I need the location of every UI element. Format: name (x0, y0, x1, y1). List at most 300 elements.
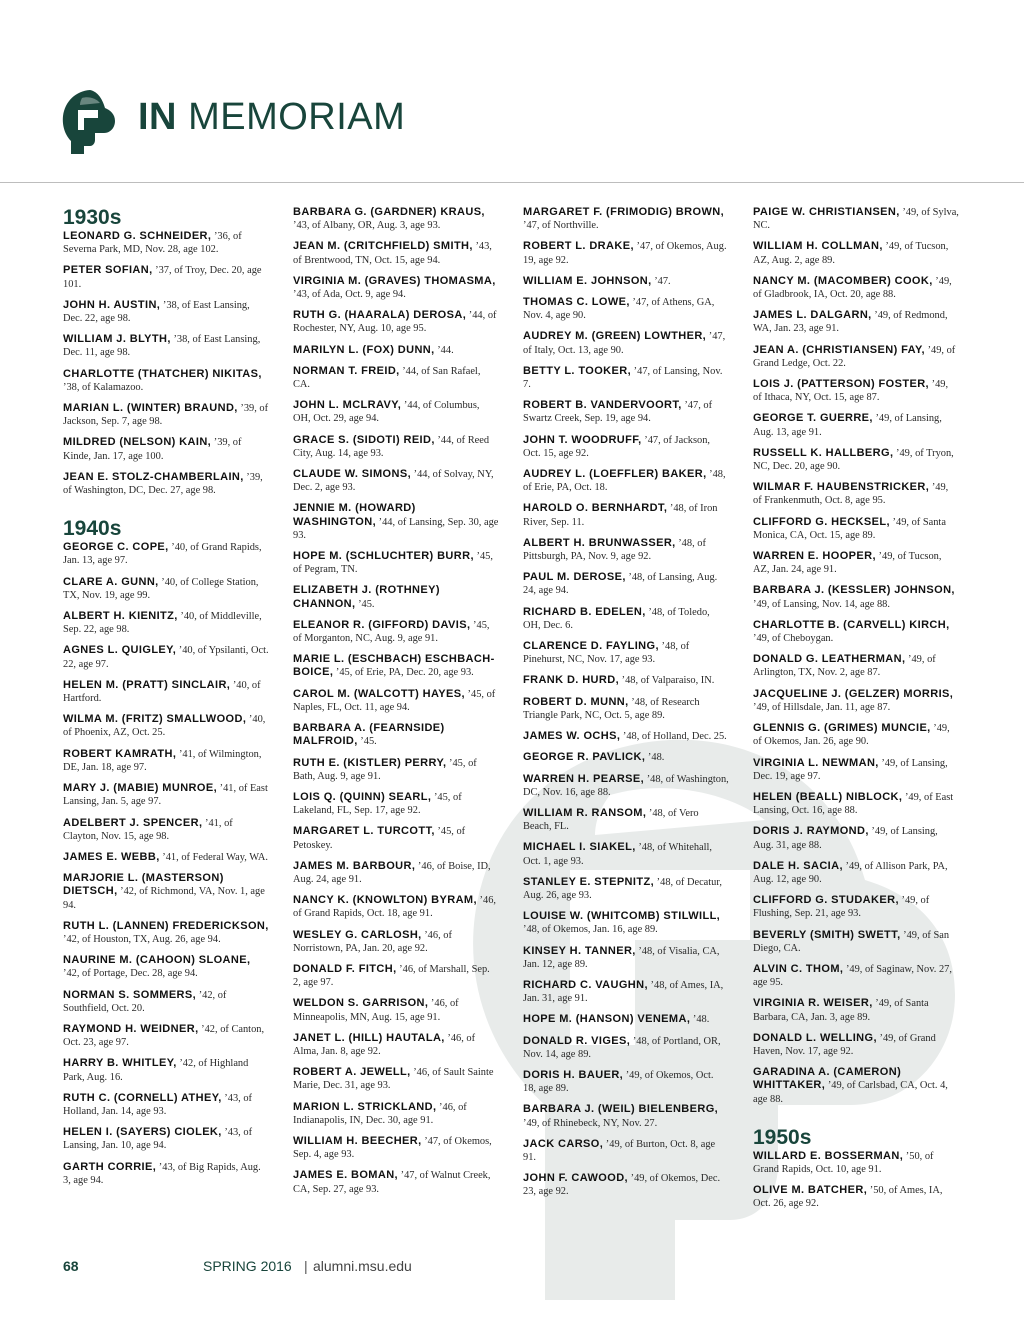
obituary-entry (63, 1161, 269, 1187)
deceased-name: RAYMOND H. WEIDNER, (63, 1022, 199, 1035)
obituary-detail: ’42, of Highland Park, Aug. 16. (63, 1058, 249, 1083)
obituary-entry (293, 1135, 499, 1161)
obituary-detail: ’49, of Tryon, NC, Dec. 20, age 90. (753, 447, 954, 473)
obituary-detail: ’37, of Troy, Dec. 20, age 101. (63, 265, 262, 290)
deceased-name: BARBARA G. (GARDNER) KRAUS, (293, 206, 485, 218)
obituary-entry (293, 722, 499, 748)
header-divider (0, 182, 1024, 183)
obituary-detail: ’48, of Decatur, Aug. 26, age 93. (523, 876, 723, 901)
deceased-name: VIRGINIA L. NEWMAN, (753, 756, 879, 769)
obituary-detail: ’48, of Toledo, OH, Dec. 6. (523, 606, 710, 631)
deceased-name: RUSSELL K. HALLBERG, (753, 446, 894, 459)
deceased-name: JEAN A. (CHRISTIANSEN) FAY, (753, 343, 925, 356)
obituary-detail: ’48, of Washington, DC, Nov. 16, age 88. (523, 773, 729, 798)
obituary-detail: ’38, of East Lansing, Dec. 22, age 98. (63, 299, 250, 325)
deceased-name: VIRGINIA R. WEISER, (753, 997, 873, 1010)
deceased-name: RUTH G. (HAARALA) DEROSA, (293, 309, 467, 322)
obituary-detail: ’39, of Washington, DC, Dec. 27, age 98. (63, 471, 263, 497)
deceased-name: WILLARD E. BOSSERMAN, (753, 1149, 904, 1162)
deceased-name: WARREN E. HOOPER, (753, 550, 876, 563)
obituary-detail: ’36, of Severna Park, MD, Nov. 28, age 102. (63, 231, 242, 256)
obituary-list (293, 206, 499, 1196)
obituary-entry (63, 368, 269, 394)
obituary-entry (753, 653, 959, 679)
obituary-detail: ’49, of Santa Monica, CA, Oct. 15, age 89. (753, 516, 946, 541)
obituary-detail: ’49, of Tucson, AZ, Aug. 2, age 89. (753, 241, 949, 266)
obituary-detail: ’39, of Jackson, Sep. 7, age 98. (63, 403, 269, 428)
obituary-detail: ’49, of Santa Barbara, CA, Jan. 3, age 89. (753, 998, 929, 1023)
deceased-name: CLIFFORD G. HECKSEL, (753, 515, 890, 528)
obituary-entry (753, 757, 959, 783)
deceased-name: DONALD G. LEATHERMAN, (753, 653, 906, 666)
deceased-name: HOPE M. (SCHLUCHTER) BURR, (293, 550, 474, 563)
deceased-name: GLENNIS G. (GRIMES) MUNCIE, (753, 722, 931, 735)
obituary-entry (293, 434, 499, 460)
obituary-detail: ’49, of Rhinebeck, NY, Nov. 27. (523, 1117, 658, 1129)
obituary-entry (753, 1032, 959, 1058)
obituary-entry (523, 979, 729, 1005)
deceased-name: RICHARD C. VAUGHN, (523, 978, 648, 991)
obituary-entry (63, 436, 269, 462)
deceased-name: MICHAEL I. SIAKEL, (523, 841, 636, 854)
obituary-entry (63, 989, 269, 1015)
obituary-entry (293, 1032, 499, 1058)
obituary-entry (293, 1101, 499, 1127)
deceased-name: JOHN H. AUSTIN, (63, 298, 161, 311)
obituary-detail: ’49, of Lansing, Nov. 14, age 88. (753, 598, 890, 610)
obituary-entry (523, 1013, 729, 1026)
obituary-detail: ’48, of Visalia, CA, Jan. 12, age 89. (523, 945, 720, 970)
obituary-entry (753, 344, 959, 370)
obituary-detail: ’46, of Minneapolis, MN, Aug. 15, age 91. (293, 998, 459, 1023)
obituary-detail: ’48, of Pittsburgh, PA, Nov. 9, age 92. (523, 537, 706, 563)
obituary-detail: ’47, of Walnut Creek, CA, Sep. 27, age 93. (293, 1170, 491, 1195)
deceased-name: DONALD F. FITCH, (293, 962, 397, 975)
obituary-detail: ’46, of Alma, Jan. 8, age 92. (293, 1032, 476, 1057)
deceased-name: STANLEY E. STEPNITZ, (523, 875, 655, 888)
deceased-name: GARTH CORRIE, (63, 1160, 157, 1173)
obituary-entry (63, 1126, 269, 1152)
deceased-name: WESLEY G. CARLOSH, (293, 928, 422, 941)
deceased-name: LOIS Q. (QUINN) SEARL, (293, 790, 432, 803)
obituary-entry (753, 378, 959, 404)
deceased-name: ELEANOR R. (GIFFORD) DAVIS, (293, 618, 471, 631)
obituary-entry (293, 584, 499, 610)
obituary-detail: ’49, of Sylva, NC. (753, 207, 959, 232)
deceased-name: VIRGINIA M. (GRAVES) THOMASMA, (293, 274, 496, 287)
deceased-name: ALVIN C. THOM, (753, 962, 844, 975)
deceased-name: DALE H. SACIA, (753, 859, 843, 872)
obituary-entry (293, 468, 499, 494)
obituary-entry (63, 541, 269, 567)
obituary-entry (753, 929, 959, 955)
deceased-name: ROBERT KAMRATH, (63, 747, 177, 760)
deceased-name: LEONARD G. SCHNEIDER, (63, 230, 212, 242)
obituary-entry (523, 240, 729, 266)
obituary-entry (753, 688, 959, 714)
deceased-name: GRACE S. (SIDOTI) REID, (293, 433, 435, 446)
obituary-detail: ’41, of Clayton, Nov. 15, age 98. (63, 817, 233, 842)
obituary-entry (523, 1035, 729, 1061)
spartan-helmet-icon (60, 88, 118, 156)
deceased-name: DONALD L. WELLING, (753, 1031, 877, 1044)
deceased-name: JOHN F. CAWOOD, (523, 1172, 629, 1185)
obituary-entry (293, 240, 499, 266)
obituary-entry (753, 481, 959, 507)
obituary-detail: ’45, of Lakeland, FL, Sep. 17, age 92. (293, 791, 462, 817)
obituary-entry (753, 1066, 959, 1106)
obituary-detail: ’46, of Boise, ID, Aug. 24, age 91. (293, 860, 491, 885)
deceased-name: ALBERT H. BRUNWASSER, (523, 536, 676, 549)
deceased-name: WILMA M. (FRITZ) SMALLWOOD, (63, 713, 247, 726)
obituary-detail: ’38, of Kalamazoo. (63, 381, 144, 393)
obituary-detail: ’45. (355, 598, 375, 610)
column-3 (523, 206, 729, 1207)
deceased-name: HELEN M. (PRATT) SINCLAIR, (63, 678, 231, 691)
obituary-detail: ’49, of Carlsbad, CA, Oct. 4, age 88. (753, 1080, 948, 1105)
obituary-detail: ’48, of Lansing, Aug. 24, age 94. (523, 572, 718, 597)
obituary-detail: ’44. (434, 344, 454, 356)
deceased-name: NAURINE M. (CAHOON) SLOANE, (63, 954, 251, 967)
obituary-entry (523, 468, 729, 494)
obituary-entry (63, 851, 269, 864)
obituary-detail: ’48, of Okemos, Jan. 16, age 89. (523, 924, 658, 936)
deceased-name: JOHN T. WOODRUFF, (523, 433, 642, 446)
obituary-detail: ’48, of Valparaiso, IN. (619, 675, 715, 687)
obituary-detail: ’48, of Ames, IA, Jan. 31, age 91. (523, 979, 724, 1005)
deceased-name: ROBERT B. VANDERVOORT, (523, 399, 682, 412)
deceased-name: BARBARA A. (FEARNSIDE) MALFROID, (293, 722, 445, 748)
obituary-detail: ’46, of Indianapolis, IN, Dec. 30, age 91. (293, 1101, 467, 1126)
obituary-detail: ’49, of San Diego, CA. (753, 929, 950, 954)
obituary-entry (293, 550, 499, 576)
obituary-entry (523, 696, 729, 722)
obituary-entry (523, 945, 729, 971)
deceased-name: DONALD R. VIGES, (523, 1034, 631, 1047)
obituary-list (523, 206, 729, 1199)
obituary-entry (293, 653, 499, 679)
obituary-detail: ’43, of Brentwood, TN, Oct. 15, age 94. (293, 241, 492, 266)
obituary-detail: ’40, of College Station, TX, Nov. 19, age 99. (63, 576, 259, 601)
decade-heading-1930s: 1930s (63, 206, 122, 229)
obituary-detail: ’49, of Ithaca, NY, Oct. 15, age 87. (753, 379, 949, 404)
obituary-detail: ’49, of Lansing, Aug. 31, age 88. (753, 826, 938, 851)
obituary-entry (753, 722, 959, 748)
deceased-name: JEAN E. STOLZ-CHAMBERLAIN, (63, 470, 244, 483)
deceased-name: PETER SOFIAN, (63, 264, 153, 277)
obituary-entry (753, 619, 959, 645)
obituary-detail: ’40, of Ypsilanti, Oct. 22, age 97. (63, 645, 269, 670)
deceased-name: JEAN M. (CRITCHFIELD) SMITH, (293, 240, 473, 253)
obituary-entry (523, 571, 729, 597)
obituary-entry (523, 606, 729, 632)
obituary-detail: ’44, of Solvay, NY, Dec. 2, age 93. (293, 469, 494, 494)
obituary-entry (293, 365, 499, 391)
deceased-name: CLARENCE D. FAYLING, (523, 640, 659, 653)
deceased-name: JOHN L. MCLRAVY, (293, 399, 402, 412)
deceased-name: ALBERT H. KIENITZ, (63, 610, 178, 623)
deceased-name: LOIS J. (PATTERSON) FOSTER, (753, 378, 930, 391)
obituary-entry (523, 910, 729, 936)
obituary-detail: ’42, of Portage, Dec. 28, age 94. (63, 968, 198, 980)
obituary-entry (293, 825, 499, 851)
obituary-entry (753, 791, 959, 817)
obituary-detail: ’49, of Lansing, Dec. 19, age 97. (753, 757, 948, 782)
deceased-name: JENNIE M. (HOWARD) WASHINGTON, (293, 502, 416, 528)
page-header (0, 0, 1024, 182)
obituary-detail: ’49, of Frankenmuth, Oct. 8, age 95. (753, 482, 949, 507)
deceased-name: CLARE A. GUNN, (63, 575, 159, 588)
deceased-name: GEORGE C. COPE, (63, 541, 169, 554)
obituary-detail: ’49, of Redmond, WA, Jan. 23, age 91. (753, 310, 948, 335)
obituary-detail: ’49, of Okemos, Jan. 26, age 90. (753, 723, 950, 748)
obituary-detail: ’45, of Pegram, TN. (293, 551, 493, 576)
obituary-entry (753, 894, 959, 920)
deceased-name: RUTH L. (LANNEN) FREDERICKSON, (63, 919, 269, 932)
obituary-entry (523, 296, 729, 322)
obituary-detail: ’49, of Hillsdale, Jan. 11, age 87. (753, 701, 891, 713)
obituary-detail: ’44, of Reed City, Aug. 14, age 93. (293, 434, 490, 459)
obituary-detail: ’40, of Middleville, Sep. 22, age 98. (63, 611, 262, 636)
obituary-entry (523, 1103, 729, 1129)
obituary-entry (523, 206, 729, 232)
obituary-entry (293, 963, 499, 989)
obituary-entry (753, 447, 959, 473)
deceased-name: PAIGE W. CHRISTIANSEN, (753, 206, 900, 218)
obituary-detail: ’49, of Saginaw, Nov. 27, age 95. (753, 963, 952, 989)
obituary-entry (753, 825, 959, 851)
obituary-detail: ’42, of Houston, TX, Aug. 26, age 94. (63, 933, 221, 945)
obituary-detail: ’47, of Okemos, Sep. 4, age 93. (293, 1135, 492, 1161)
obituary-detail: ’42, of Canton, Oct. 23, age 97. (63, 1023, 265, 1049)
obituary-detail: ’43, of Albany, OR, Aug. 3, age 93. (293, 220, 441, 232)
deceased-name: JAMES E. WEBB, (63, 850, 160, 863)
deceased-name: MARJORIE L. (MASTERSON) DIETSCH, (63, 872, 224, 898)
obituary-entry (63, 471, 269, 497)
obituary-detail: ’46, of Norristown, PA, Jan. 20, age 92. (293, 929, 452, 954)
deceased-name: MILDRED (NELSON) KAIN, (63, 436, 212, 449)
obituary-entry (293, 275, 499, 301)
obituary-entry (523, 399, 729, 425)
deceased-name: NORMAN T. FREID, (293, 364, 400, 377)
obituary-entry (63, 644, 269, 670)
deceased-name: KINSEY H. TANNER, (523, 944, 636, 957)
obituary-entry (753, 997, 959, 1023)
deceased-name: RUTH E. (KISTLER) PERRY, (293, 756, 447, 769)
obituary-entry (293, 791, 499, 817)
deceased-name: ROBERT A. JEWELL, (293, 1066, 411, 1079)
obituary-entry (63, 713, 269, 739)
obituary-detail: ’47, of Lansing, Nov. 7. (523, 365, 723, 391)
deceased-name: AUDREY L. (LOEFFLER) BAKER, (523, 468, 707, 481)
page-number: 68 (63, 1258, 79, 1274)
deceased-name: CHARLOTTE (THATCHER) NIKITAS, (63, 367, 262, 380)
deceased-name: THOMAS C. LOWE, (523, 296, 630, 309)
deceased-name: CHARLOTTE B. (CARVELL) KIRCH, (753, 618, 950, 631)
obituary-entry (63, 748, 269, 774)
obituary-detail: ’38, of East Lansing, Dec. 11, age 98. (63, 334, 261, 359)
deceased-name: JAMES E. BOMAN, (293, 1169, 399, 1182)
deceased-name: BEVERLY (SMITH) SWETT, (753, 928, 901, 941)
website-link[interactable]: alumni.msu.edu (313, 1258, 412, 1274)
obituary-detail: ’40, of Phoenix, AZ, Oct. 25. (63, 714, 266, 739)
obituary-detail: ’48. (690, 1014, 710, 1026)
deceased-name: FRANK D. HURD, (523, 674, 620, 687)
column-4 (753, 206, 959, 1219)
obituary-detail: ’44, of Lansing, Sep. 30, age 93. (293, 516, 499, 541)
obituary-detail: ’48, of Research Triangle Park, NC, Oct. 5, age 89. (523, 696, 700, 721)
obituary-detail: ’49, of Okemos, Dec. 23, age 92. (523, 1173, 721, 1198)
obituary-detail: ’47, of Italy, Oct. 13, age 90. (523, 331, 726, 356)
obituary-detail: ’49, of East Lansing, Oct. 16, age 88. (753, 791, 954, 817)
obituary-detail: ’47, of Okemos, Aug. 19, age 92. (523, 241, 727, 266)
obituary-detail: ’45, of Erie, PA, Dec. 20, age 93. (333, 667, 474, 679)
obituary-entry (63, 1023, 269, 1049)
obituary-entry (63, 679, 269, 705)
deceased-name: BARBARA J. (KESSLER) JOHNSON, (753, 584, 955, 597)
obituary-entry (63, 954, 269, 980)
obituary-list (753, 206, 959, 1106)
deceased-name: DORIS J. RAYMOND, (753, 825, 869, 838)
obituary-detail: ’49, of Lansing, Aug. 13, age 91. (753, 413, 942, 438)
deceased-name: NANCY M. (MACOMBER) COOK, (753, 274, 933, 287)
obituary-entry (523, 537, 729, 563)
column-2 (293, 206, 499, 1204)
obituary-entry (753, 860, 959, 886)
obituary-detail: ’50, of Grand Rapids, Oct. 10, age 91. (753, 1150, 934, 1175)
obituary-detail: ’45, of Bath, Aug. 9, age 91. (293, 757, 477, 782)
obituary-detail: ’42, of Richmond, VA, Nov. 1, age 94. (63, 886, 265, 911)
obituary-entry (523, 1172, 729, 1198)
obituary-entry (63, 264, 269, 290)
obituary-detail: ’45. (357, 736, 377, 748)
obituary-detail: ’41, of Wilmington, DE, Jan. 18, age 97. (63, 748, 262, 773)
deceased-name: RICHARD B. EDELEN, (523, 605, 646, 618)
obituary-entry (293, 1066, 499, 1092)
obituary-entry (523, 730, 729, 743)
obituary-detail: ’47, of Jackson, Oct. 15, age 92. (523, 434, 711, 459)
obituary-entry (753, 584, 959, 610)
deceased-name: ADELBERT J. SPENCER, (63, 816, 203, 829)
deceased-name: MARY J. (MABIE) MUNROE, (63, 782, 218, 795)
page-footer (0, 1258, 1024, 1278)
obituary-entry (63, 782, 269, 808)
obituary-entry (523, 434, 729, 460)
deceased-name: CAROL M. (WALCOTT) HAYES, (293, 687, 465, 700)
obituary-detail: ’41, of East Lansing, Jan. 5, age 97. (63, 783, 268, 808)
deceased-name: HELEN (BEALL) NIBLOCK, (753, 790, 903, 803)
obituary-entry (523, 807, 729, 833)
obituary-entry (63, 1057, 269, 1083)
obituary-entry (293, 309, 499, 335)
deceased-name: MARION L. STRICKLAND, (293, 1100, 437, 1113)
obituary-detail: ’42, of Southfield, Oct. 20. (63, 989, 227, 1014)
obituary-entry (293, 929, 499, 955)
deceased-name: NANCY K. (KNOWLTON) BYRAM, (293, 894, 477, 907)
obituary-entry (523, 876, 729, 902)
obituary-entry (523, 640, 729, 666)
obituary-entry (63, 230, 269, 256)
obituary-detail: ’48, of Iron River, Sep. 11. (523, 503, 718, 528)
deceased-name: GARADINA A. (CAMERON) WHITTAKER, (753, 1066, 902, 1092)
deceased-name: DORIS H. BAUER, (523, 1068, 624, 1081)
decade-heading-1950s: 1950s (753, 1125, 812, 1149)
obituary-detail: ’43, of Lansing, Jan. 10, age 94. (63, 1127, 253, 1152)
obituary-detail: ’48. (645, 752, 665, 764)
obituary-entry (523, 275, 729, 288)
deceased-name: BETTY L. TOOKER, (523, 364, 632, 377)
deceased-name: WARREN H. PEARSE, (523, 772, 645, 785)
page-title-light: MEMORIAM (188, 96, 406, 138)
obituary-detail: ’49, of Gladbrook, IA, Oct. 20, age 88. (753, 275, 952, 301)
deceased-name: WELDON S. GARRISON, (293, 997, 429, 1010)
obituary-detail: ’48, of Portland, OR, Nov. 14, age 89. (523, 1035, 721, 1060)
obituary-entry (523, 365, 729, 391)
obituary-entry (63, 817, 269, 843)
obituary-detail: ’46, of Sault Sainte Marie, Dec. 31, age 93. (293, 1067, 494, 1092)
obituary-entry (523, 773, 729, 799)
obituary-entry (63, 920, 269, 946)
deceased-name: HELEN I. (SAYERS) CIOLEK, (63, 1126, 222, 1139)
obituary-detail: ’47, of Northville. (523, 220, 599, 232)
deceased-name: MARILYN L. (FOX) DUNN, (293, 343, 435, 356)
obituary-detail: ’48, of Pinehurst, NC, Nov. 17, age 93. (523, 641, 690, 666)
deceased-name: WILMAR F. HAUBENSTRICKER, (753, 481, 930, 494)
obituary-detail: ’47, of Athens, GA, Nov. 4, age 90. (523, 297, 715, 322)
obituary-entry (293, 206, 499, 232)
obituary-detail: ’43, of Big Rapids, Aug. 3, age 94. (63, 1161, 261, 1186)
deceased-name: JAMES W. OCHS, (523, 730, 621, 743)
obituary-detail: ’45, of Naples, FL, Oct. 11, age 94. (293, 688, 496, 713)
deceased-name: HARRY B. WHITLEY, (63, 1057, 177, 1070)
obituary-entry (63, 610, 269, 636)
obituary-entry (753, 412, 959, 438)
obituary-detail: ’45, of Petoskey. (293, 826, 466, 851)
obituary-entry (293, 894, 499, 920)
obituary-detail: ’44, of San Rafael, CA. (293, 365, 481, 391)
obituary-detail: ’49, of Allison Park, PA, Aug. 12, age 90. (753, 860, 948, 885)
obituary-entry (753, 240, 959, 266)
obituary-detail: ’43, of Ada, Oct. 9, age 94. (293, 289, 406, 301)
deceased-name: AUDREY M. (GREEN) LOWTHER, (523, 330, 707, 343)
obituary-detail: ’49, of Flushing, Sep. 21, age 93. (753, 895, 930, 920)
obituary-entry (293, 688, 499, 714)
obituary-entry (293, 399, 499, 425)
obituary-detail: ’48, of Holland, Dec. 25. (620, 731, 727, 743)
deceased-name: WILLIAM H. COLLMAN, (753, 240, 883, 253)
deceased-name: MARIAN L. (WINTER) BRAUND, (63, 402, 238, 415)
obituary-entry (293, 1169, 499, 1195)
obituary-entry (63, 1092, 269, 1118)
deceased-name: HOPE M. (HANSON) VENEMA, (523, 1013, 691, 1026)
deceased-name: WILLIAM E. JOHNSON, (523, 274, 652, 287)
deceased-name: OLIVE M. BATCHER, (753, 1184, 868, 1197)
deceased-name: GEORGE R. PAVLICK, (523, 751, 646, 764)
obituary-detail: ’49, of Arlington, TX, Nov. 2, age 87. (753, 654, 936, 679)
obituary-list-1950s (753, 1150, 959, 1211)
obituary-entry (293, 344, 499, 357)
deceased-name: BARBARA J. (WEIL) BIELENBERG, (523, 1103, 719, 1116)
deceased-name: MARGARET L. TURCOTT, (293, 825, 435, 838)
obituary-entry (63, 872, 269, 912)
deceased-name: CLAUDE W. SIMONS, (293, 468, 412, 481)
obituary-detail: ’43, of Holland, Jan. 14, age 93. (63, 1092, 253, 1117)
footer-separator: | (304, 1258, 308, 1274)
page-title (138, 94, 405, 140)
obituary-entry (293, 619, 499, 645)
obituary-entry (753, 1184, 959, 1210)
deceased-name: ROBERT L. DRAKE, (523, 240, 634, 253)
